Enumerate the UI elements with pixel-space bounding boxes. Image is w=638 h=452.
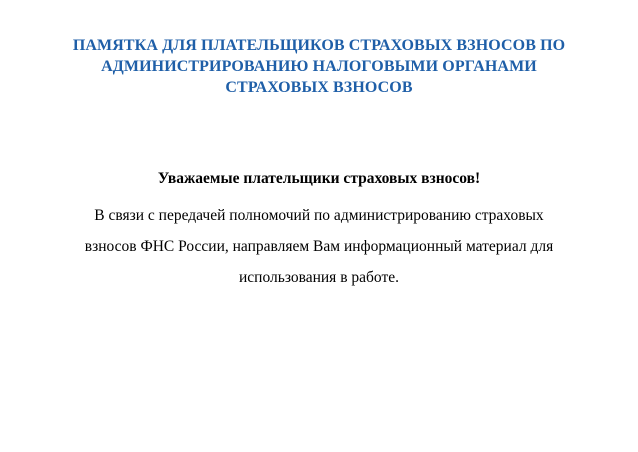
- body-paragraph: [20, 200, 618, 293]
- body-line-1: В связи с передачей полномочий по администрированию страховых: [94, 207, 544, 224]
- title-line-1: ПАМЯТКА ДЛЯ ПЛАТЕЛЬЩИКОВ СТРАХОВЫХ ВЗНОСОВ ПО: [72, 37, 566, 54]
- body-line-3: использования в работе.: [239, 269, 399, 286]
- title-line-3: СТРАХОВЫХ ВЗНОСОВ: [225, 79, 413, 96]
- page-title: [20, 35, 618, 98]
- title-line-2: АДМИНИСТРИРОВАНИЮ НАЛОГОВЫМИ ОРГАНАМИ: [101, 58, 537, 75]
- greeting-heading: Уважаемые плательщики страховых взносов!: [157, 170, 481, 187]
- body-line-2: взносов ФНС России, направляем Вам информационный материал для: [84, 238, 554, 255]
